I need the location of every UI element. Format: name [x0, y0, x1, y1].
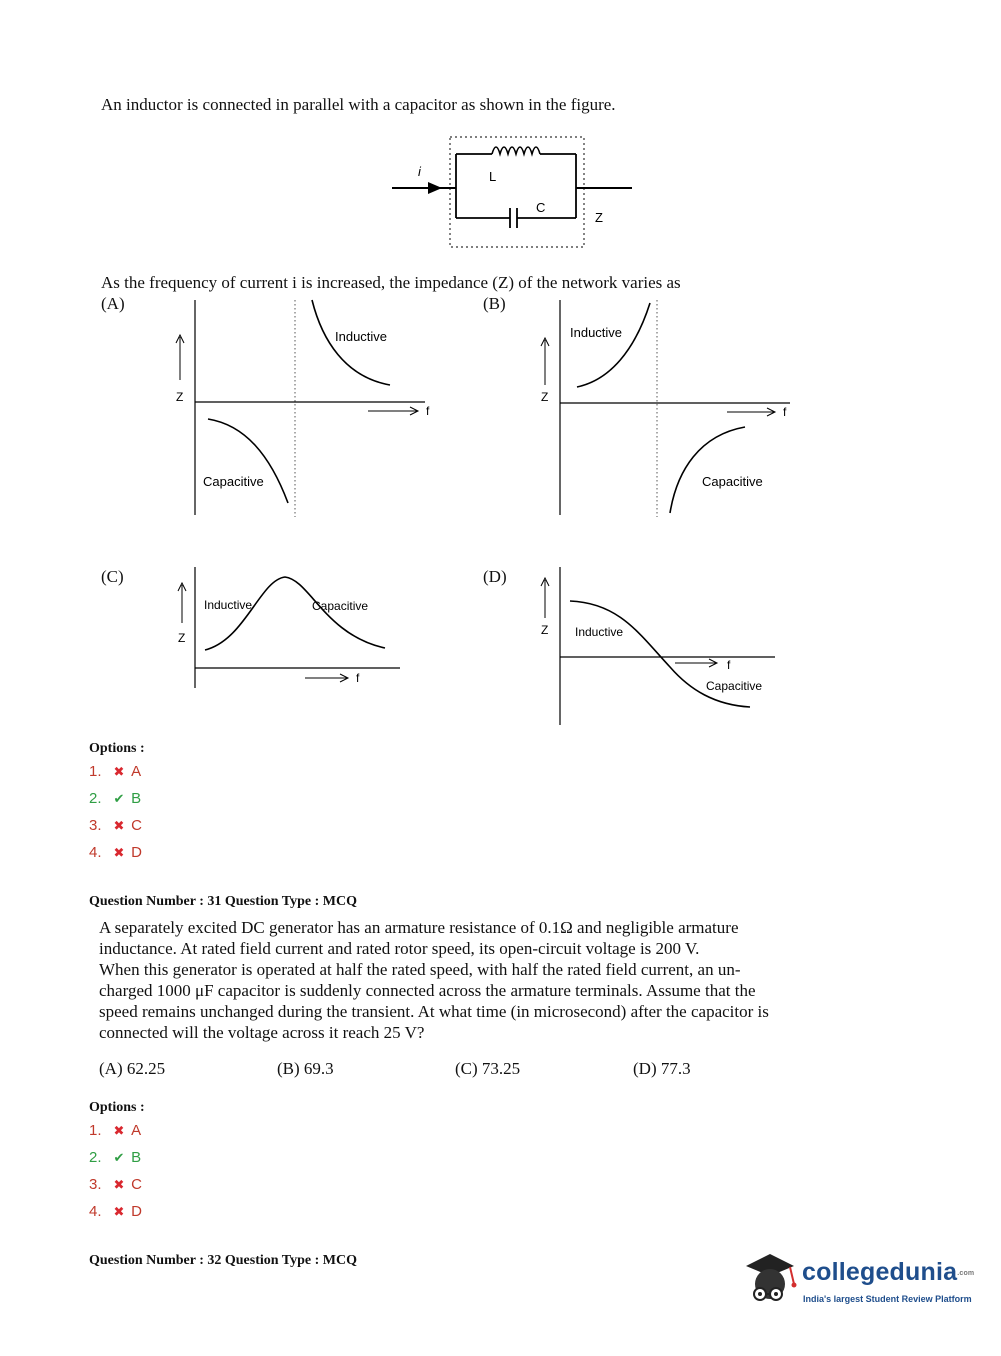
cross-icon: ✖: [113, 1122, 125, 1138]
graph-c-y: Z: [178, 631, 186, 645]
q31-answer-a: (A) 62.25: [99, 1059, 166, 1078]
q30-question: As the frequency of current i is increased, the impedance (Z) of the network varies as: [101, 273, 681, 292]
q31-option-4[interactable]: 4. ✖ D: [89, 1203, 143, 1220]
graph-d-label: (D): [483, 567, 507, 586]
graph-b-label: (B): [483, 294, 506, 313]
graph-a: [160, 295, 440, 525]
q31-option-1[interactable]: 1. ✖ A: [89, 1122, 142, 1139]
q30-option-2[interactable]: 2. ✔ B: [89, 790, 142, 807]
circuit-diagram: [380, 130, 640, 255]
check-icon: ✔: [113, 790, 125, 806]
q30-option-4[interactable]: 4. ✖ D: [89, 844, 143, 861]
cross-icon: ✖: [113, 844, 125, 860]
q31-body: A separately excited DC generator has an armature resistance of 0.1Ω and negligible armature inductance. At rated field current and rated rotor speed, its open-circuit voltage is 200 V. When this generator is operated at half the rated speed, with half the rated field current, an un- charged 1000 μF capacitor is suddenly connected across the armature terminals. Assume that the speed remains unchanged during the transient. At what time (in microsecond) after the capacitor is connected will the voltage across it reach 25 V?: [99, 918, 769, 1042]
graph-b-upper: Inductive: [570, 325, 623, 340]
q30-options-title: Options :: [89, 741, 145, 756]
graph-a-y: Z: [176, 390, 184, 404]
capacitor-label: C: [536, 200, 546, 215]
q31-option-3[interactable]: 3. ✖ C: [89, 1176, 143, 1193]
graph-b-x: f: [783, 405, 787, 419]
q31-option-2[interactable]: 2. ✔ B: [89, 1149, 142, 1166]
logo-suffix: .com: [957, 1269, 975, 1277]
inductor-label: L: [489, 169, 497, 184]
graph-c-x: f: [356, 671, 360, 685]
graph-a-upper: Inductive: [335, 329, 388, 344]
graph-b-y: Z: [541, 390, 549, 404]
mascot-icon: [740, 1250, 800, 1310]
graph-a-label: (A): [101, 294, 125, 313]
q30-options-list: [89, 758, 142, 866]
graph-a-lower: Capacitive: [203, 474, 264, 489]
q31-options-list: [89, 1117, 142, 1225]
q31-header: Question Number : 31 Question Type : MCQ: [89, 894, 357, 909]
graph-c-left: Inductive: [204, 598, 253, 612]
cross-icon: ✖: [113, 1176, 125, 1192]
graph-d-x: f: [727, 658, 731, 672]
graph-b: [525, 295, 805, 525]
cross-icon: ✖: [113, 1203, 125, 1219]
graph-c-right: Capacitive: [312, 599, 369, 613]
current-label: i: [418, 164, 421, 179]
collegedunia-logo[interactable]: [740, 1250, 975, 1312]
logo-tagline: India's largest Student Review Platform: [803, 1294, 972, 1304]
q30-intro: An inductor is connected in parallel with a capacitor as shown in the figure.: [101, 95, 616, 114]
impedance-label: Z: [595, 210, 603, 225]
cross-icon: ✖: [113, 763, 125, 779]
q32-header: Question Number : 32 Question Type : MCQ: [89, 1253, 357, 1268]
graph-d: [525, 565, 795, 730]
q31-answers: [99, 1058, 811, 1079]
graph-c: [160, 565, 420, 695]
logo-name: collegedunia: [802, 1258, 958, 1286]
q31-answer-d: (D) 77.3: [633, 1059, 691, 1078]
graph-d-y: Z: [541, 623, 549, 637]
graph-d-lower: Capacitive: [706, 679, 763, 693]
graph-d-upper: Inductive: [575, 625, 624, 639]
graph-c-label: (C): [101, 567, 124, 586]
q30-option-1[interactable]: 1. ✖ A: [89, 763, 142, 780]
q31-options-title: Options :: [89, 1100, 145, 1115]
cross-icon: ✖: [113, 817, 125, 833]
graph-b-lower: Capacitive: [702, 474, 763, 489]
check-icon: ✔: [113, 1149, 125, 1165]
q31-answer-c: (C) 73.25: [455, 1059, 521, 1078]
q30-option-3[interactable]: 3. ✖ C: [89, 817, 143, 834]
q31-answer-b: (B) 69.3: [277, 1059, 334, 1078]
graph-a-x: f: [426, 404, 430, 418]
